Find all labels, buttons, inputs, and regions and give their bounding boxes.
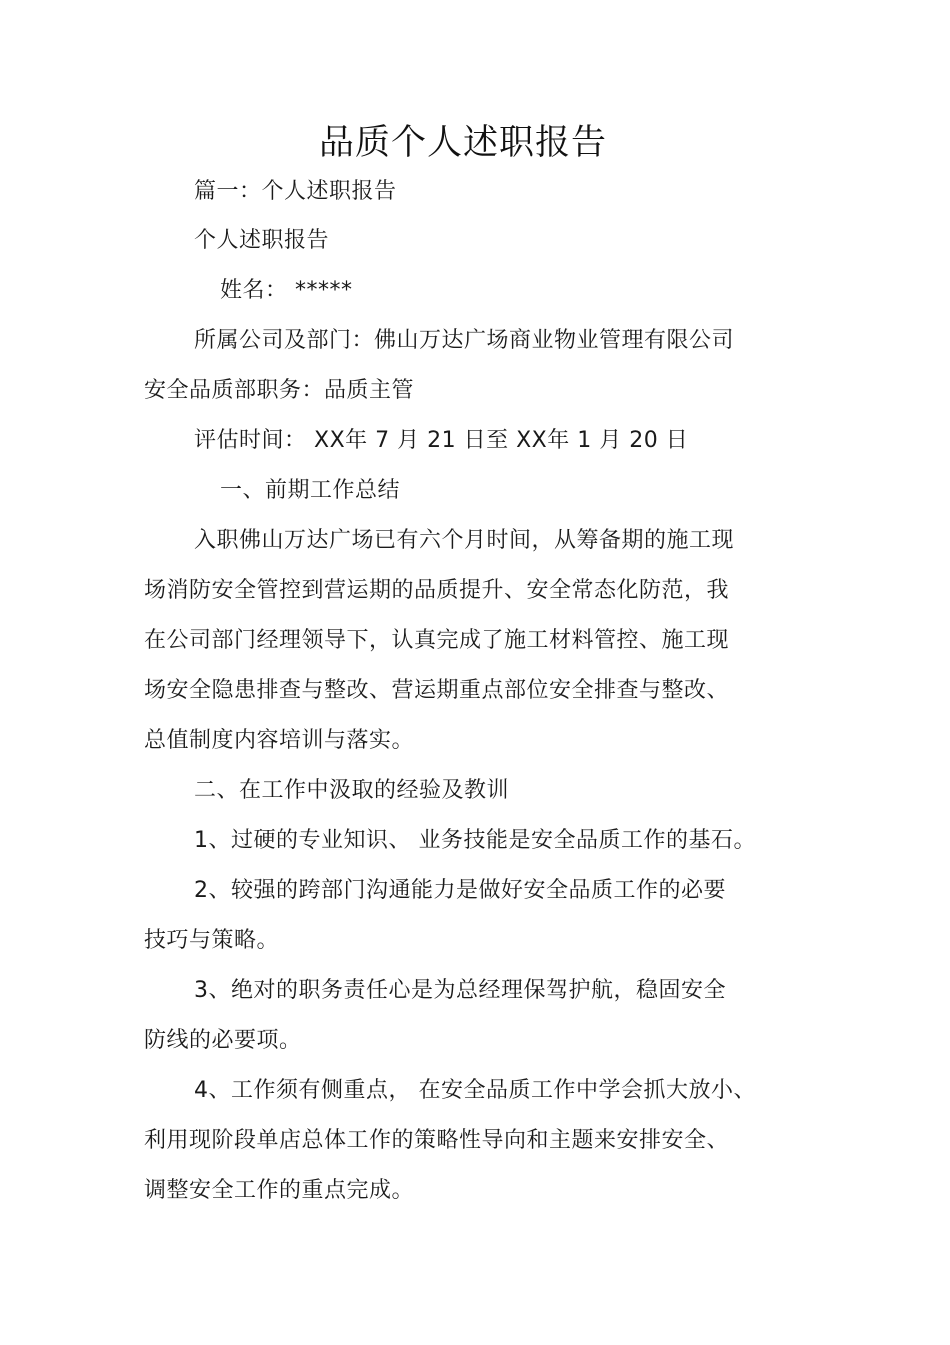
paragraph-line: 场安全隐患排查与整改、营运期重点部位安全排查与整改、 <box>144 678 730 703</box>
list-item-1: 1、过硬的专业知识、 业务技能是安全品质工作的基石。 <box>194 828 756 853</box>
section-heading-previous-work: 一、前期工作总结 <box>220 478 401 503</box>
list-item-3: 3、绝对的职务责任心是为总经理保驾护航，稳固安全 <box>194 978 726 1003</box>
paragraph-line: 入职佛山万达广场已有六个月时间，从筹备期的施工现 <box>194 528 735 553</box>
paragraph-line: 在公司部门经理领导下，认真完成了施工材料管控、施工现 <box>144 628 730 653</box>
list-item-4-continued: 利用现阶段单店总体工作的策略性导向和主题来安排安全、 <box>144 1128 730 1153</box>
list-item-3-continued: 防线的必要项。 <box>144 1028 302 1053</box>
document-title: 品质个人述职报告 <box>318 123 607 163</box>
section-heading-part-one: 篇一：个人述职报告 <box>194 179 397 204</box>
department-position-line: 安全品质部职务：品质主管 <box>144 378 415 403</box>
evaluation-period-line: 评估时间： XX年 7 月 21 日至 XX年 1 月 20 日 <box>194 428 689 453</box>
section-heading-lessons: 二、在工作中汲取的经验及教训 <box>194 778 510 803</box>
list-item-2-continued: 技巧与策略。 <box>144 928 280 953</box>
paragraph-line: 场消防安全管控到营运期的品质提升、安全常态化防范，我 <box>144 578 730 603</box>
paragraph-line: 总值制度内容培训与落实。 <box>144 728 415 753</box>
list-item-4-continued: 调整安全工作的重点完成。 <box>144 1178 415 1203</box>
list-item-4: 4、工作须有侧重点， 在安全品质工作中学会抓大放小、 <box>194 1078 756 1103</box>
list-item-2: 2、较强的跨部门沟通能力是做好安全品质工作的必要 <box>194 878 726 903</box>
report-subtitle: 个人述职报告 <box>194 228 330 253</box>
company-department-line: 所属公司及部门：佛山万达广场商业物业管理有限公司 <box>194 328 735 353</box>
name-field: 姓名： ***** <box>220 278 353 303</box>
